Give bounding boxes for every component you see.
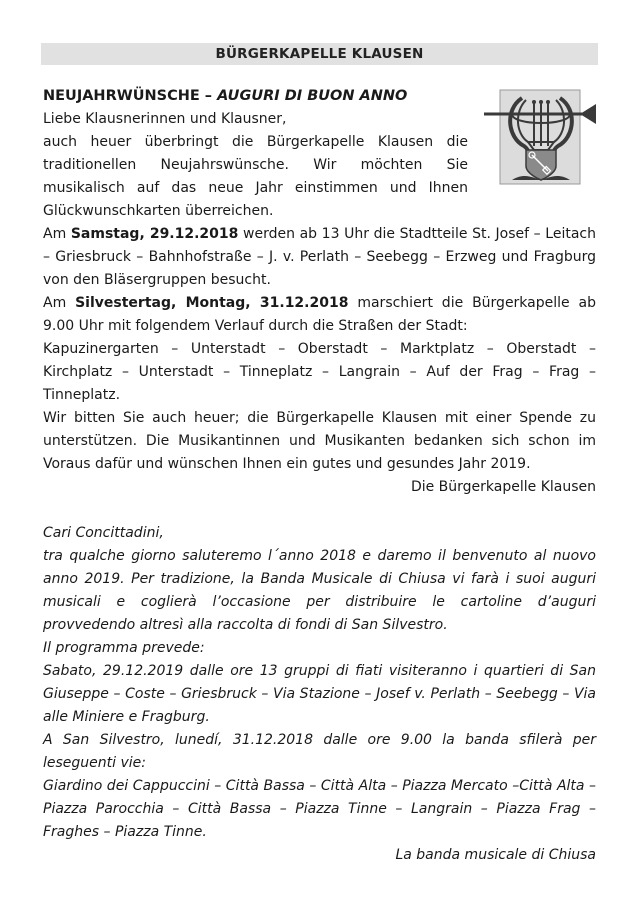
german-greeting: Liebe Klausnerinnen und Klausner, (43, 111, 287, 127)
heading-german: NEUJAHRWÜNSCHE – (43, 88, 218, 104)
german-closing: Wir bitten Sie auch heuer; die Bürgerkapelle Klausen mit einer Spende zu unterstützen. Die Musikantinnen und Musikanten bedanken sich schon im Voraus dafür und wünschen Ihnen ein gutes und gesundes Jahr 2019. (43, 410, 596, 472)
italian-greeting: Cari Concittadini, (43, 525, 164, 541)
italian-silvestro: A San Silvestro, lunedí, 31.12.2018 dalle ore 9.00 la banda sfilerà per leseguenti vie: (43, 732, 596, 771)
lyre-trumpet-emblem-icon (482, 88, 600, 186)
german-route: Kapuzinergarten – Unterstadt – Oberstadt – Marktplatz – Oberstadt – Kirchplatz – Unterstadt – Tinneplatz – Langrain – Auf der Frag – Frag – Tinneplatz. (43, 341, 596, 403)
german-silvester-prefix: Am (43, 295, 76, 311)
german-saturday-date: Samstag, 29.12.2018 (70, 226, 239, 242)
document-body (41, 85, 598, 867)
italian-intro: tra qualche giorno saluteremo l´anno 2018 e daremo il benvenuto al nuovo anno 2019. Per tradizione, la Banda Musicale di Chiusa vi farà i suoi auguri musicali e coglierà l’occasione per distribuire le cartoline d’auguri provvedendo altresì alla raccolta di fondi di San Silvestro. (43, 548, 596, 633)
german-signature: Die Bürgerkapelle Klausen (410, 479, 596, 495)
german-silvester-date: Silvestertag, Montag, 31.12.2018 (75, 295, 349, 311)
german-intro: auch heuer überbringt die Bürgerkapelle Klausen die traditionellen Neujahrswünsche. Wir möchten Sie musikalisch auf das neue Jahr einstimmen und Ihnen Glückwunschkarten überreichen. (43, 134, 468, 219)
document-page (41, 43, 598, 867)
german-saturday-text: werden ab 13 Uhr die Stadtteile St. Josef – Leitach – Griesbruck – Bahnhofstraße – J. v. Perlath – Seebegg – Erzweg und Fragburg von den Bläsergruppen besucht. (43, 226, 596, 288)
german-saturday (43, 223, 596, 292)
page-header-title: BÜRGERKAPELLE KLAUSEN (41, 43, 598, 65)
german-silvester-text: marschiert die Bürgerkapelle ab 9.00 Uhr mit folgendem Verlauf durch die Straßen der Stadt: (43, 295, 596, 334)
italian-saturday: Sabato, 29.12.2019 dalle ore 13 gruppi di fiati visiteranno i quartieri di San Giuseppe – Coste – Griesbruck – Via Stazione – Josef v. Perlath – Seebegg – Via alle Miniere e Fragburg. (43, 663, 596, 725)
italian-signature: La banda musicale di Chiusa (395, 847, 596, 863)
german-silvester (43, 292, 596, 338)
italian-program: Il programma prevede: (43, 640, 205, 656)
section-spacer (43, 499, 596, 522)
heading-italian: AUGURI DI BUON ANNO (217, 88, 408, 104)
italian-route: Giardino dei Cappuccini – Città Bassa – Città Alta – Piazza Mercato –Città Alta – Piazza Parocchia – Città Bassa – Piazza Tinne – Langrain – Piazza Frag – Fraghes – Piazza Tinne. (43, 778, 596, 840)
german-saturday-prefix: Am (43, 226, 71, 242)
